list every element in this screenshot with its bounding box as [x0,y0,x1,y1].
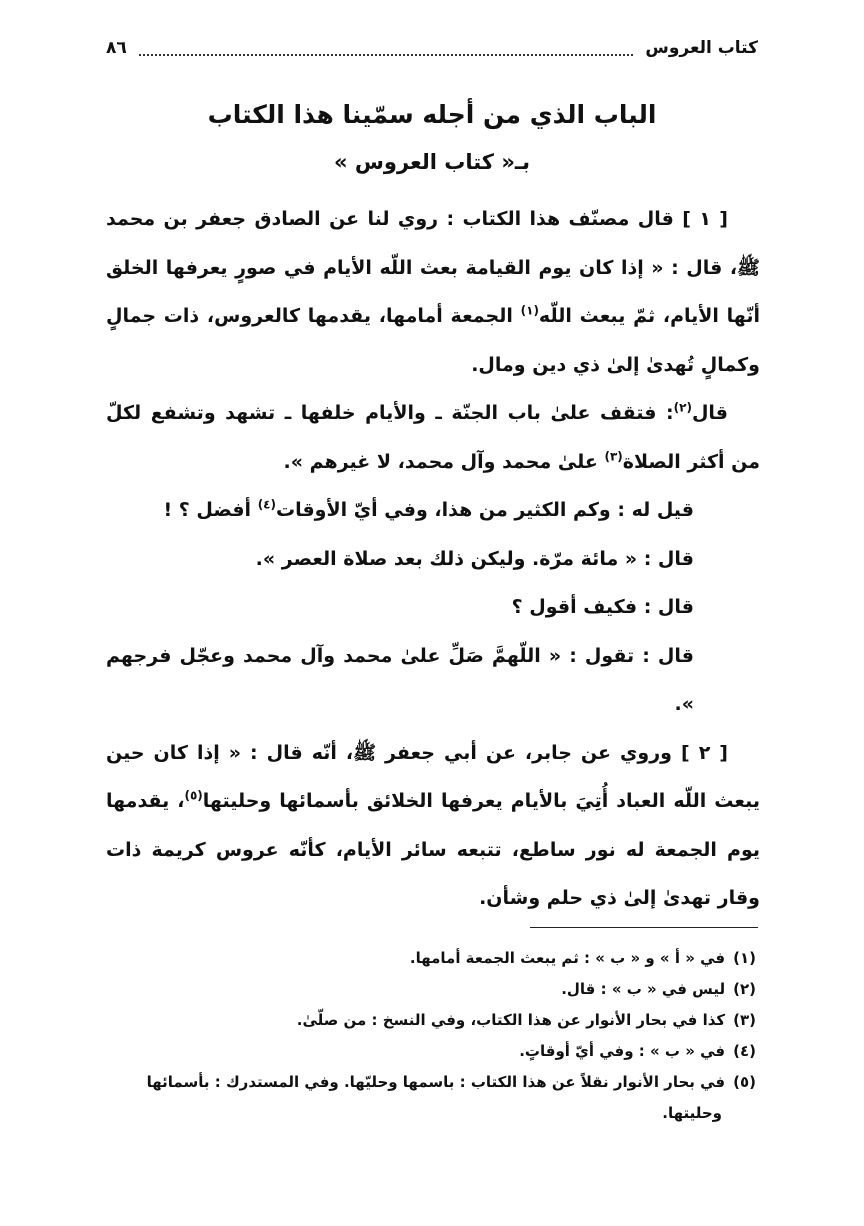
footnote-ref-3: (٣) [604,449,623,464]
footnote-5-continued: وحليتها. [662,1104,722,1122]
book-title: كتاب العروس [645,38,758,58]
running-header [106,34,758,62]
footnote-ref-1: (١) [520,303,539,318]
answer-line-2: قال : تقول : « اللّهمَّ صَلِّ علىٰ محمد وآل محمد وعجّل فرجهم ». [106,644,694,715]
footnote-5: (٥)في بحار الأنوار نقلاً عن هذا الكتاب : باسمها وحليّها. وفي المستدرك : بأسمائها [146,1073,756,1091]
chapter-title: الباب الذي من أجله سمّينا هذا الكتاب [207,100,657,129]
paragraph-3: [ ٢ ] وروي عن جابر، عن أبي جعفر ﷺ، أنّه قال : « إذا كان حين يبعث اللّه العباد أُتِيَ بالأيام يعرفها الخلائق بأسمائها وحليتها$^{(٥)}$، يقدمها يوم الجمعة له نور ساطع، تتبعه سائر الأيام، كأنّه عروس كريمة ذات وقار تهدىٰ إلىٰ ذي حلم وشأن. [106,741,760,909]
footnote-ref-2: (٢) [673,400,692,415]
footnote-4: (٤)في « ب » : وفي أيّ أوقاتٍ. [519,1042,756,1060]
footnote-2: (٢)ليس في « ب » : قال. [561,980,756,998]
question-line: قيل له : وكم الكثير من هذا، وفي أيّ الأوقات$^{(٤)}$ أفضل ؟ ! [163,497,694,521]
chapter-subtitle: بـ« كتاب العروس » [334,150,530,174]
paragraph-1: [ ١ ] قال مصنّف هذا الكتاب : روي لنا عن الصادق جعفر بن محمد ﷺ، قال : « إذا كان يوم القيامة بعث اللّه الأيام في صورٍ يعرفها الخلق أنّها الأيام، ثمّ يبعث اللّه$^{(١)}$ الجمعة أمامها، يقدمها كالعروس، ذات جمالٍ وكمالٍ تُهدىٰ إلىٰ ذي دين ومال. [106,208,760,376]
footnotes [100,943,760,1129]
paragraph-2: قال$^{(٢)}$: فتقف علىٰ باب الجنّة ـ والأيام خلفها ـ تشهد وتشفع لكلّ من أكثر الصلاة$^{(٣)}$ علىٰ محمد وآل محمد، لا غيرهم ». [106,400,760,473]
footnote-1: (١)في « أ » و « ب » : ثم يبعث الجمعة أمامها. [409,949,756,967]
answer-line: قال : « مائة مرّة. وليكن ذلك بعد صلاة العصر ». [255,547,694,570]
footnote-ref-4: (٤) [257,497,276,512]
footnote-3: (٣)كذا في بحار الأنوار عن هذا الكتاب، وفي النسخ : من صلّىٰ. [296,1011,756,1029]
footnote-ref-5: (٥) [184,788,203,803]
footnote-divider [530,927,758,928]
main-text [106,195,760,923]
question-line-2: قال : فكيف أقول ؟ [511,596,694,618]
page-number: ٨٦ [106,38,127,58]
dot-leader [139,40,634,56]
